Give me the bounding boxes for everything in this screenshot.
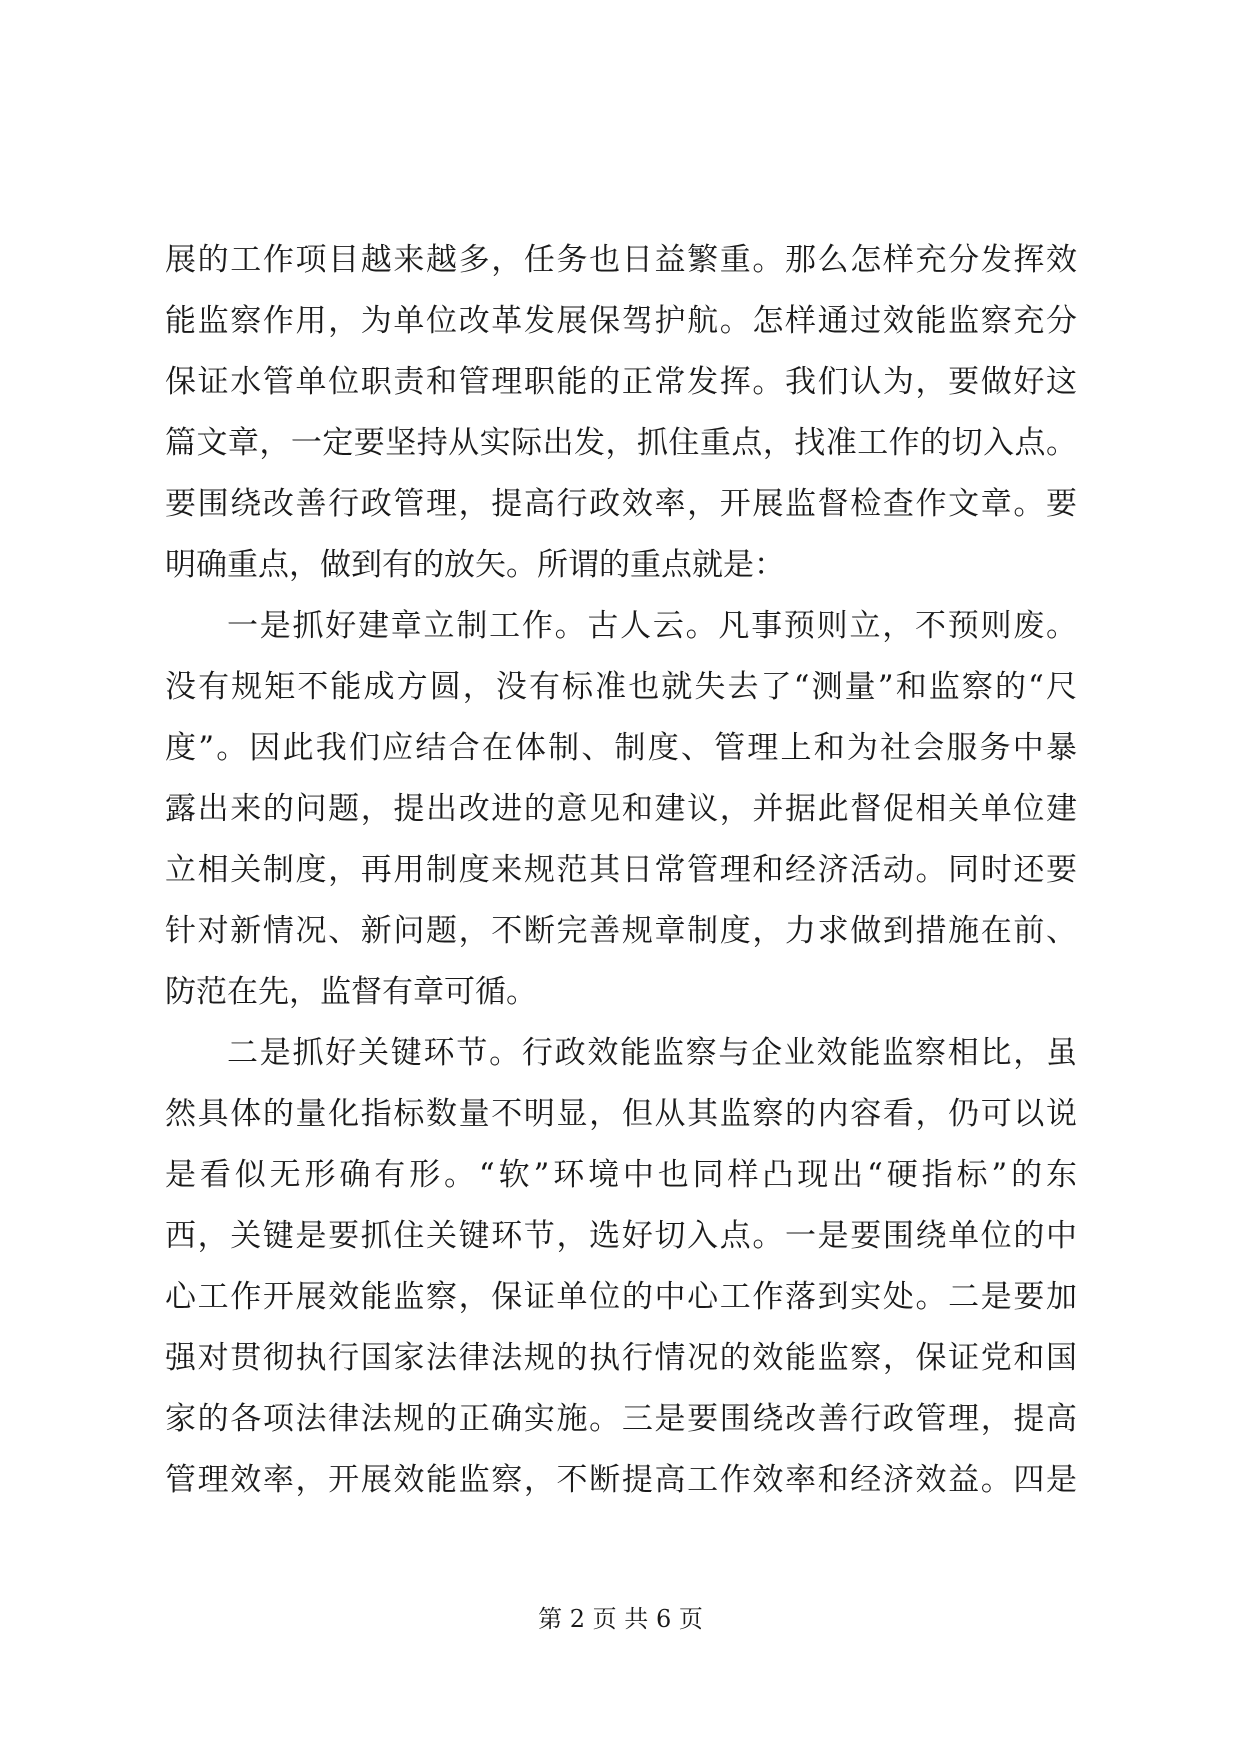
text-line: 篇文章，一定要坚持从实际出发，抓住重点，找准工作的切入点。 — [165, 425, 1077, 461]
text-line: 然具体的量化指标数量不明显，但从其监察的内容看，仍可以说 — [165, 1096, 1077, 1132]
text-line: 心工作开展效能监察，保证单位的中心工作落到实处。二是要加 — [165, 1279, 1077, 1315]
text-line: 明确重点，做到有的放矢。所谓的重点就是： — [165, 547, 785, 583]
text-line: 要围绕改善行政管理，提高行政效率，开展监督检查作文章。要 — [165, 486, 1077, 522]
text-line: 保证水管单位职责和管理职能的正常发挥。我们认为，要做好这 — [165, 364, 1077, 400]
text-line: 是看似无形确有形。“软”环境中也同样凸现出“硬指标”的东 — [165, 1157, 1077, 1193]
text-line: 家的各项法律法规的正确实施。三是要围绕改善行政管理，提高 — [165, 1401, 1077, 1437]
text-line: 露出来的问题，提出改进的意见和建议，并据此督促相关单位建 — [165, 791, 1077, 827]
text-line: 防范在先，监督有章可循。 — [165, 974, 537, 1010]
text-line: 没有规矩不能成方圆，没有标准也就失去了“测量”和监察的“尺 — [165, 669, 1077, 705]
text-line: 展的工作项目越来越多，任务也日益繁重。那么怎样充分发挥效 — [165, 242, 1077, 278]
text-line: 强对贯彻执行国家法律法规的执行情况的效能监察，保证党和国 — [165, 1340, 1077, 1376]
text-line: 二是抓好关键环节。行政效能监察与企业效能监察相比，虽 — [227, 1035, 1077, 1071]
text-line: 管理效率，开展效能监察，不断提高工作效率和经济效益。四是 — [165, 1462, 1077, 1498]
body-text — [165, 230, 1077, 1511]
text-line: 西，关键是要抓住关键环节，选好切入点。一是要围绕单位的中 — [165, 1218, 1077, 1254]
text-line: 能监察作用，为单位改革发展保驾护航。怎样通过效能监察充分 — [165, 303, 1077, 339]
page-footer: 第 2 页 共 6 页 — [538, 1605, 703, 1633]
text-line: 立相关制度，再用制度来规范其日常管理和经济活动。同时还要 — [165, 852, 1077, 888]
text-line: 一是抓好建章立制工作。古人云。凡事预则立，不预则废。 — [227, 608, 1077, 644]
text-line: 针对新情况、新问题，不断完善规章制度，力求做到措施在前、 — [165, 913, 1077, 949]
text-line: 度”。因此我们应结合在体制、制度、管理上和为社会服务中暴 — [165, 730, 1077, 766]
